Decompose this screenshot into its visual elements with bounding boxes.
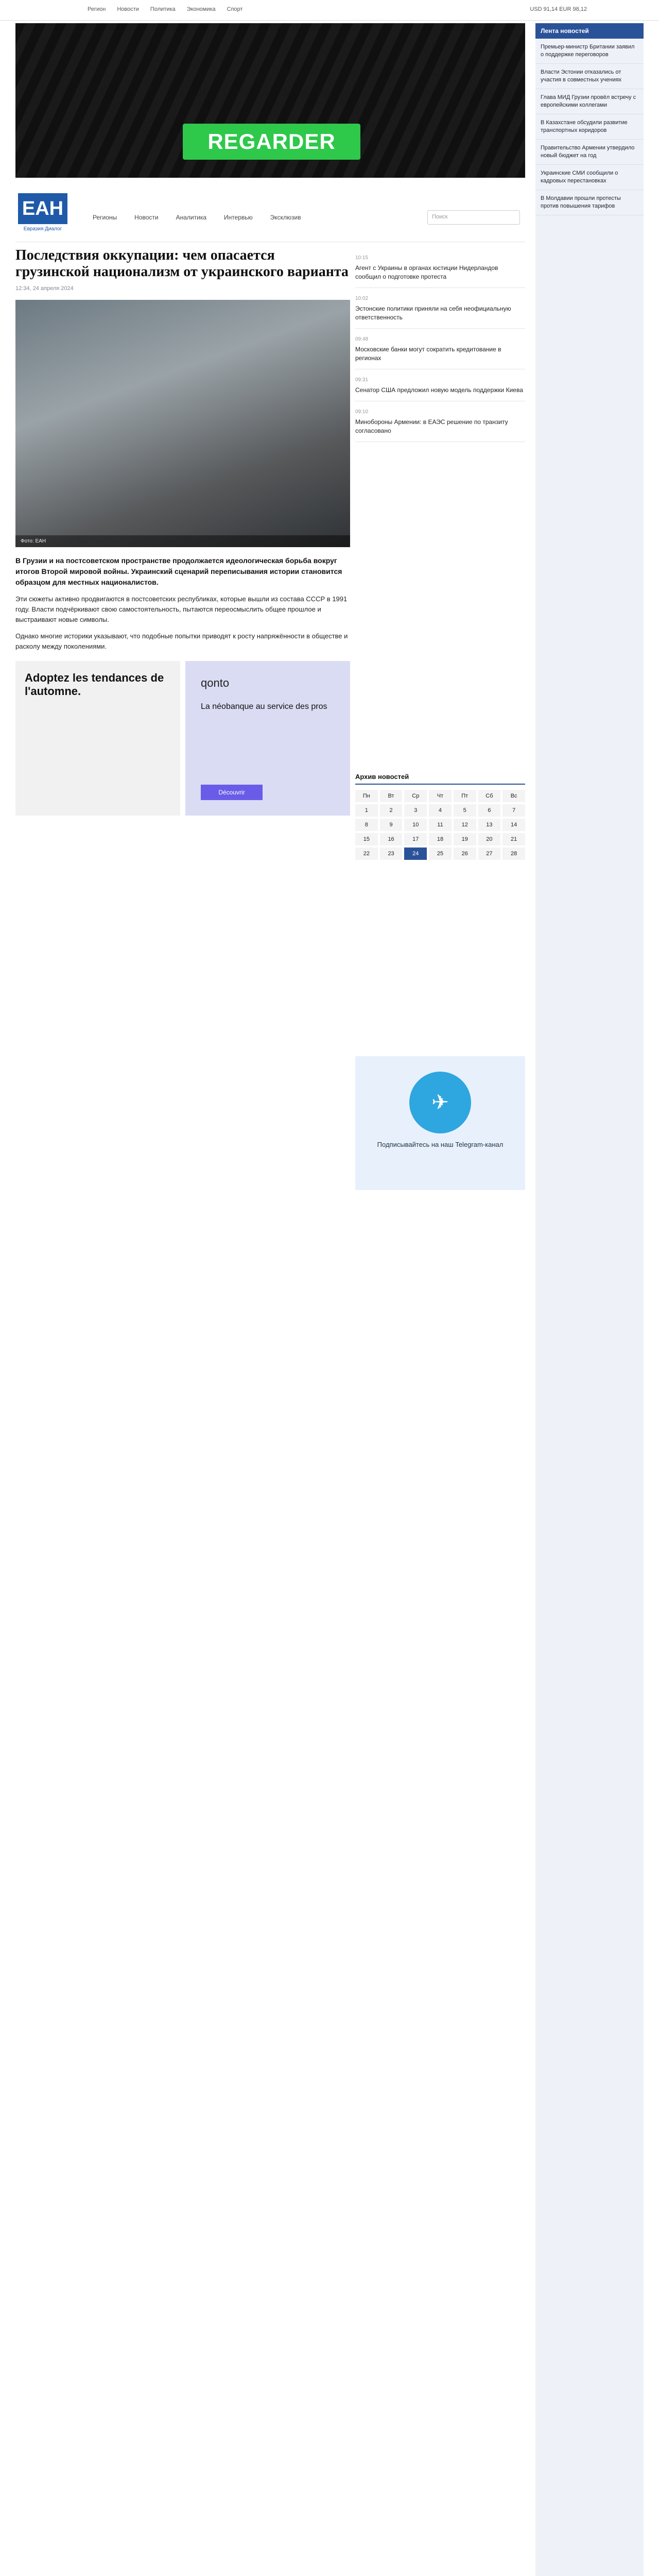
list-item[interactable]: [355, 247, 525, 288]
nav-item[interactable]: Новости: [134, 214, 159, 221]
main-nav: [93, 214, 301, 221]
item-text: Минобороны Армении: в ЕАЭС решение по транзиту согласовано: [355, 418, 508, 434]
calendar-day[interactable]: 23: [380, 848, 403, 860]
calendar-day[interactable]: 4: [429, 804, 452, 817]
item-text: Московские банки могут сократить кредитование в регионах: [355, 346, 501, 362]
sidebar-item[interactable]: В Молдавии прошли протесты против повышения тарифов: [535, 190, 644, 215]
logo-mark: ЕАН: [18, 193, 67, 224]
article-lead: В Грузии и на постсоветском пространстве продолжается идеологическая борьба вокруг итогов Второй мировой войны. Украинский сценарий переписывания истории становится образцом для местных националистов.: [15, 556, 342, 586]
calendar-day[interactable]: 27: [478, 848, 501, 860]
nav-item[interactable]: Регионы: [93, 214, 117, 221]
article: [15, 247, 350, 816]
list-item[interactable]: [355, 288, 525, 329]
search-input[interactable]: Поиск: [427, 210, 520, 225]
calendar-day[interactable]: 17: [404, 833, 427, 845]
article-hero-image: [15, 300, 350, 547]
calendar-day[interactable]: 13: [478, 819, 501, 831]
calendar-day[interactable]: Пн: [355, 790, 378, 802]
ad-brand: qonto: [201, 676, 230, 689]
calendar-day[interactable]: 18: [429, 833, 452, 845]
article-paragraph: Эти сюжеты активно продвигаются в постсоветских республиках, которые вышли из состава СССР в 1991 году. Власти подчёркивают свою самостоятельность, пытаются переосмыслить общее прошлое и выстраивают новые символы.: [15, 595, 348, 623]
top-link[interactable]: Спорт: [227, 6, 243, 12]
telegram-text: Подписывайтесь на наш Telegram-канал: [377, 1141, 504, 1148]
item-text: Агент с Украины в органах юстиции Нидерландов сообщил о подготовке протеста: [355, 264, 498, 280]
item-text: Эстонские политики приняли на себя неофициальную ответственность: [355, 305, 511, 321]
item-time: 09:48: [355, 336, 369, 342]
item-time: 10:02: [355, 296, 369, 301]
sidebar-item[interactable]: Премьер-министр Британии заявил о поддержке переговоров: [535, 39, 644, 64]
sidebar-item[interactable]: Глава МИД Грузии провёл встречу с европейскими коллегами: [535, 89, 644, 114]
calendar-day[interactable]: Ср: [404, 790, 427, 802]
calendar-day[interactable]: Пт: [454, 790, 476, 802]
calendar-day[interactable]: 28: [502, 848, 525, 860]
calendar-day[interactable]: Чт: [429, 790, 452, 802]
top-bar: [0, 0, 659, 21]
calendar-day[interactable]: 22: [355, 848, 378, 860]
middle-column: [355, 247, 525, 442]
calendar-day[interactable]: Сб: [478, 790, 501, 802]
calendar-day[interactable]: 21: [502, 833, 525, 845]
calendar-day[interactable]: 9: [380, 819, 403, 831]
sidebar-item[interactable]: Правительство Армении утвердило новый бюджет на год: [535, 140, 644, 165]
item-time: 09:31: [355, 377, 369, 383]
item-time: 09:10: [355, 409, 369, 415]
calendar-day[interactable]: 26: [454, 848, 476, 860]
top-links: [88, 6, 243, 12]
calendar-day[interactable]: 24: [404, 848, 427, 860]
calendar-day[interactable]: 19: [454, 833, 476, 845]
article-title: Последствия оккупации: чем опасается грузинской национализм от украинского варианта: [15, 247, 349, 280]
sidebar-item[interactable]: В Казахстане обсудили развитие транспортных коридоров: [535, 114, 644, 140]
nav-item[interactable]: Эксклюзив: [270, 214, 301, 221]
calendar-day[interactable]: 16: [380, 833, 403, 845]
calendar-day[interactable]: 10: [404, 819, 427, 831]
calendar-day[interactable]: 6: [478, 804, 501, 817]
ad-right[interactable]: [185, 661, 350, 816]
calendar-day[interactable]: Вс: [502, 790, 525, 802]
article-meta: 12:34, 24 апреля 2024: [15, 285, 74, 292]
item-time: 10:15: [355, 255, 369, 261]
site-logo[interactable]: [18, 193, 67, 234]
telegram-icon: ✈: [409, 1072, 471, 1133]
item-text: Сенатор США предложил новую модель поддержки Киева: [355, 386, 523, 394]
ad-banner[interactable]: [15, 23, 525, 178]
list-item[interactable]: [355, 401, 525, 442]
ad-left[interactable]: [15, 661, 180, 816]
nav-item[interactable]: Аналитика: [176, 214, 207, 221]
news-sidebar: [535, 23, 644, 2576]
list-item[interactable]: [355, 329, 525, 369]
top-link[interactable]: Новости: [117, 6, 139, 12]
sidebar-title: Лента новостей: [535, 23, 644, 39]
calendar-day[interactable]: 5: [454, 804, 476, 817]
calendar-day[interactable]: 8: [355, 819, 378, 831]
calendar-grid: [355, 790, 525, 860]
top-link[interactable]: Регион: [88, 6, 106, 12]
ad-text: La néobanque au service des pros: [201, 702, 327, 711]
calendar-day[interactable]: 14: [502, 819, 525, 831]
calendar-title: Архив новостей: [355, 773, 525, 785]
calendar-day[interactable]: 7: [502, 804, 525, 817]
top-link[interactable]: Политика: [150, 6, 176, 12]
ad-left-title: Adoptez les tendances de l'automne.: [25, 671, 164, 698]
sidebar-item[interactable]: Власти Эстонии отказались от участия в совместных учениях: [535, 64, 644, 89]
site-header: [15, 185, 525, 242]
calendar-day[interactable]: 1: [355, 804, 378, 817]
logo-subtitle: Евразия Диалог: [23, 226, 62, 232]
telegram-promo[interactable]: [355, 1056, 525, 1190]
calendar-day[interactable]: 25: [429, 848, 452, 860]
currency-rates: USD 91,14 EUR 98,12: [530, 6, 587, 12]
calendar-day[interactable]: 20: [478, 833, 501, 845]
banner-cta-button[interactable]: REGARDER: [183, 124, 360, 160]
calendar-day[interactable]: 12: [454, 819, 476, 831]
calendar-day[interactable]: Вт: [380, 790, 403, 802]
sidebar-item[interactable]: Украинские СМИ сообщили о кадровых перестановках: [535, 165, 644, 190]
calendar-day[interactable]: 2: [380, 804, 403, 817]
inline-ad[interactable]: [15, 661, 350, 816]
ad-button[interactable]: Découvrir: [201, 785, 263, 800]
calendar-day[interactable]: 3: [404, 804, 427, 817]
archive-calendar: [355, 773, 525, 860]
calendar-day[interactable]: 15: [355, 833, 378, 845]
top-link[interactable]: Экономика: [186, 6, 216, 12]
calendar-day[interactable]: 11: [429, 819, 452, 831]
nav-item[interactable]: Интервью: [224, 214, 253, 221]
article-paragraph: Однако многие историки указывают, что подобные попытки приводят к росту напряжённости в обществе и расколу между поколениями.: [15, 632, 348, 650]
hero-caption: Фото: ЕАН: [15, 535, 350, 547]
list-item[interactable]: [355, 369, 525, 401]
